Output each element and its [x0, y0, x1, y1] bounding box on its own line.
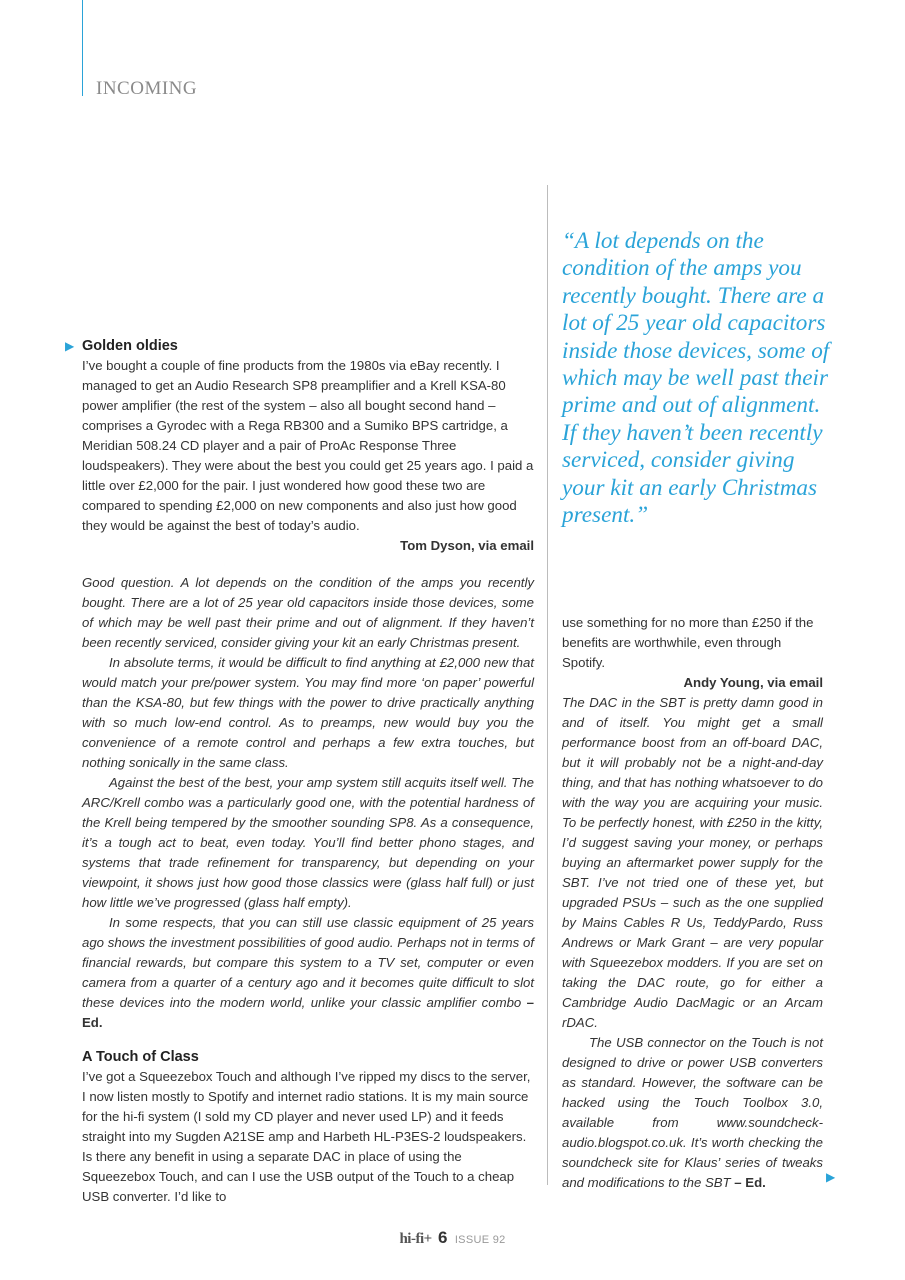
answer-paragraph: The DAC in the SBT is pretty damn good in and of itself. You might get a small performance boost from an off-board DAC, but it will probably not be a night-and-day thing, and that has nothing whatsoever to do with the way you are acquiring your music. To be perfectly honest, with £250 in the kitty, I’d suggest saving your money, or perhaps buying an aftermarket power supply for the SBT. I’ve not tried one of these yet, but upgraded PSUs – such as the one supplied by Mains Cables R Us, TeddyPardo, Russ Andrews or Mark Grant – are very popular with Squeezebox modders. If you are set on taking the DAC route, go for either a Cambridge Audio DacMagic or an Arcam rDAC. — [562, 695, 823, 1030]
letter-heading: A Touch of Class — [82, 1049, 199, 1065]
pull-quote: “A lot depends on the condition of the amps you recently bought. There are a lot of 25 year old capacitors inside those devices, some of which may be well past their prime and out of alignment. If they haven’t been recently serviced, consider giving your kit an early Christmas present.” — [562, 228, 830, 529]
answer-paragraph: Against the best of the best, your amp system still acquits itself well. The ARC/Krell combo was a particularly good one, with the potential hardness of the Krell being tempered by the smoother sounding SP8. As a consequence, it’s a tough act to beat, even today. You’ll find better phono stages, and systems that trade refinement for transparency, but depending on your viewpoint, it shows just how good those classics were (glass half full) or just how little we’ve progressed (glass half empty). — [82, 775, 534, 910]
letter-signature: Tom Dyson, via email — [400, 538, 534, 553]
editor-sign: – Ed. — [82, 995, 534, 1030]
top-accent-rule — [82, 0, 83, 96]
column-divider — [547, 185, 548, 1185]
answer-paragraph: Good question. A lot depends on the condition of the amps you recently bought. There are a lot of 25 year old capacitors inside those devices, some of which may be well past their prime and out of alignment. If they haven’t been recently serviced, consider giving your kit an early Christmas present. — [82, 575, 534, 650]
letter-signature: Andy Young, via email — [683, 675, 823, 690]
answer-paragraph: In some respects, that you can still use classic equipment of 25 years ago shows the investment possibilities of good audio. Perhaps not in terms of financial rewards, but compare this system to a TV set, computer or even camera from a quarter of a century ago and it becomes quite difficult to slot these devices into the modern world, unlike your classic amplifier combo – Ed. — [82, 915, 534, 1030]
letter-touch-of-class — [82, 1047, 534, 1207]
magazine-logo: hi-fi+ — [399, 1231, 432, 1247]
answer-touch-of-class — [562, 693, 823, 1193]
letter-touch-of-class-continued — [562, 613, 823, 693]
letter-body: I’ve bought a couple of fine products from the 1980s via eBay recently. I managed to get an Audio Research SP8 preamplifier and a Krell KSA-80 power amplifier (the rest of the system – also all bought second hand – comprises a Gyrodec with a Rega RB300 and a Sumiko BPS cartridge, a Meridian 508.24 CD player and a pair of ProAc Response Three loudspeakers). They were about the best you could get 25 years ago. I paid a little over £2,000 for the pair. I just wondered how good these two are compared to spending £2,000 on new components and also just how good they would be against the best of today’s audio. — [82, 358, 534, 533]
answer-paragraph: The USB connector on the Touch is not designed to drive or power USB converters as standard. However, the software can be hacked using the Touch Toolbox 3.0, available from www.soundcheck-audio.blogspot.co.uk. It’s worth checking the soundcheck site for Klaus’ series of tweaks and modifications to the SBT – Ed. — [562, 1035, 823, 1190]
answer-paragraph: In absolute terms, it would be difficult to find anything at £2,000 new that would match your pre/power system. You may find more ‘on paper’ powerful than the KSA-80, but few things with the power to drive practically anything with so much low-end control. As to preamps, new would buy you the convenience of a remote control and perhaps a few extra touches, but nothing sonically in the same class. — [82, 655, 534, 770]
answer-golden-oldies — [82, 573, 534, 1033]
page-footer — [0, 1228, 905, 1248]
issue-label: ISSUE 92 — [454, 1234, 506, 1246]
letter-golden-oldies — [82, 336, 534, 556]
section-title: INCOMING — [96, 78, 198, 99]
letter-body-continued: use something for no more than £250 if the benefits are worthwhile, even through Spotify. — [562, 615, 814, 670]
editor-sign: – Ed. — [734, 1175, 766, 1190]
heading-arrow-icon: ▶ — [65, 339, 75, 353]
page-number: 6 — [438, 1228, 448, 1247]
letter-body: I’ve got a Squeezebox Touch and although I’ve ripped my discs to the server, I now listen mostly to Spotify and internet radio stations. It is my main source for the hi-fi system (I sold my CD player and never used LP) and it feeds straight into my Sugden A21SE amp and Harbeth HL-P3ES-2 loudspeakers. Is there any benefit in using a separate DAC in place of using the Squeezebox Touch, and can I use the USB output of the Touch to a cheap USB converter. I’d like to — [82, 1069, 531, 1204]
continue-arrow-icon: ▶ — [826, 1170, 836, 1184]
letter-heading: Golden oldies — [82, 338, 178, 354]
